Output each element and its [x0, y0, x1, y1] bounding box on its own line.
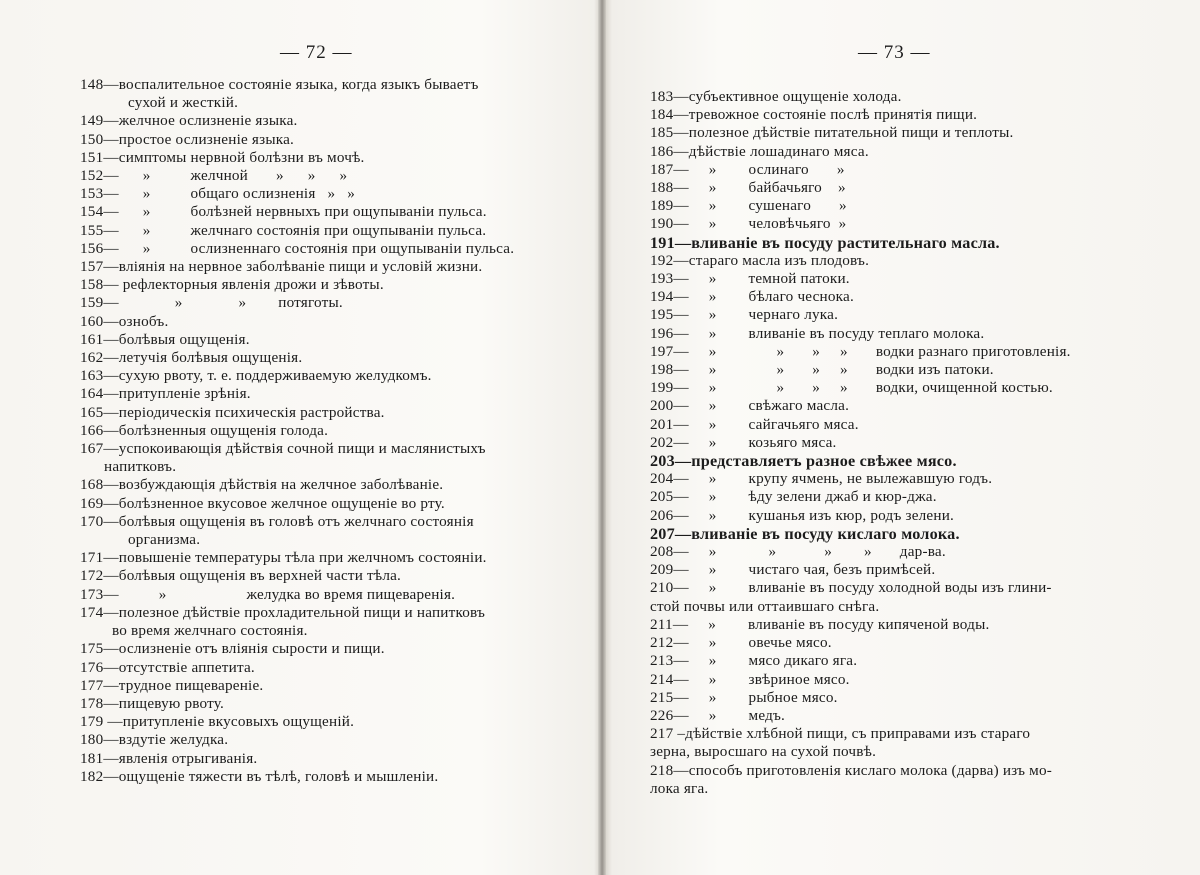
entry-line: 213— » мясо дикаго яга.	[650, 652, 858, 670]
entry-line: 160—ознобъ.	[80, 312, 169, 330]
entry-list-left	[80, 76, 580, 786]
entry-line: 153— » общаго ослизненія » »	[80, 185, 356, 203]
entry-line: 149—желчное ослизненіе языка.	[80, 112, 298, 130]
entry-list-right	[650, 88, 1130, 798]
entry-line: 204— » крупу ячмень, не вылежавшую годъ.	[650, 470, 993, 488]
entry-line: 155— » желчнаго состоянія при ощупываніи пульса.	[80, 221, 487, 239]
entry-line: 198— » » » » водки изъ патоки.	[650, 361, 994, 379]
entry-line: 196— » вливаніе въ посуду теплаго молока.	[650, 324, 985, 342]
entry-line: 192—стараго масла изъ плодовъ.	[650, 251, 870, 269]
entry-line: 159— » » потяготы.	[80, 294, 343, 312]
entry-line: 215— » рыбное мясо.	[650, 688, 838, 706]
entry-line: 162—летучія болѣвыя ощущенія.	[80, 349, 303, 367]
entry-line: 194— » бѣлаго чеснока.	[650, 288, 854, 306]
entry-line: 190— » человѣчьяго »	[650, 215, 847, 233]
entry-line: 197— » » » » водки разнаго приготовленія.	[650, 342, 1071, 360]
entry-line: 214— » звѣриное мясо.	[650, 670, 850, 688]
entry-continuation: зерна, выросшаго на сухой почвѣ.	[650, 743, 877, 761]
entry-line: 180—вздутіе желудка.	[80, 731, 229, 749]
entry-line: 207—вливаніе въ посуду кислаго молока.	[650, 524, 960, 543]
entry-line: 164—притупленіе зрѣнія.	[80, 385, 251, 403]
entry-line: 193— » темной патоки.	[650, 270, 850, 288]
entry-line: 178—пищевую рвоту.	[80, 694, 225, 712]
entry-line: 189— » сушенаго »	[650, 197, 847, 215]
entry-continuation: напитковъ.	[104, 458, 177, 476]
entry-line: 184—тревожное состояніе послѣ принятія пищи.	[650, 106, 978, 124]
right-page	[650, 0, 1130, 875]
left-page	[80, 0, 580, 875]
entry-line: 156— » ослизненнаго состоянія при ощупываніи пульса.	[80, 239, 515, 257]
entry-line: 174—полезное дѣйствіе прохладительной пищи и напитковъ	[80, 603, 486, 621]
entry-line: 201— » сайгачьяго мяса.	[650, 415, 859, 433]
entry-line: 211— » вливаніе въ посуду кипяченой воды.	[650, 615, 990, 633]
entry-line: 203—представляетъ разное свѣжее мясо.	[650, 452, 957, 471]
entry-line: 170—болѣвыя ощущенія въ головѣ отъ желчнаго состоянія	[80, 512, 474, 530]
entry-line: 163—сухую рвоту, т. е. поддерживаемую желудкомъ.	[80, 367, 432, 385]
entry-continuation: лока яга.	[650, 779, 709, 797]
entry-line: 205— » ѣду зелени джаб и кюр-джа.	[650, 488, 937, 506]
entry-line: 169—болѣзненное вкусовое желчное ощущеніе во рту.	[80, 494, 445, 512]
entry-line: 212— » овечье мясо.	[650, 634, 832, 652]
entry-line: 168—возбуждающія дѣйствія на желчное заболѣваніе.	[80, 476, 444, 494]
entry-line: 200— » свѣжаго масла.	[650, 397, 850, 415]
entry-line: 172—болѣвыя ощущенія въ верхней части тѣла.	[80, 567, 402, 585]
entry-line: 151—симптомы нервной болѣзни въ мочѣ.	[80, 148, 365, 166]
entry-line: 217 –дѣйствіе хлѣбной пищи, съ приправами изъ стараго	[650, 725, 1031, 743]
entry-line: 218—способъ приготовленія кислаго молока (дарва) изъ мо-	[650, 761, 1053, 779]
entry-line: 175—ослизненіе отъ вліянія сырости и пищи.	[80, 640, 385, 658]
entry-line: 157—вліянія на нервное заболѣваніе пищи и условій жизни.	[80, 258, 483, 276]
page-number-right: — 73 —	[858, 42, 931, 63]
entry-line: 206— » кушанья изъ кюр, родъ зелени.	[650, 506, 955, 524]
entry-line: 179 —притупленіе вкусовыхъ ощущеній.	[80, 713, 355, 731]
entry-line: 148—воспалительное состояніе языка, когда языкъ бываетъ	[80, 76, 479, 93]
entry-line: 166—болѣзненныя ощущенія голода.	[80, 421, 329, 439]
entry-line: 177—трудное пищевареніе.	[80, 676, 264, 694]
entry-continuation: во время желчнаго состоянія.	[112, 622, 308, 640]
entry-line: 181—явленія отрыгиванія.	[80, 749, 258, 767]
entry-line: 187— » ослинаго »	[650, 160, 845, 178]
entry-line: 195— » чернаго лука.	[650, 306, 839, 324]
entry-line: 171—повышеніе температуры тѣла при желчномъ состояніи.	[80, 549, 487, 567]
entry-line: 210— » вливаніе въ посуду холодной воды изъ глини-	[650, 579, 1052, 597]
book-gutter	[598, 0, 606, 875]
entry-line: 154— » болѣзней нервныхъ при ощупываніи пульса.	[80, 203, 487, 221]
entry-line: 165—періодическія психическія растройства.	[80, 403, 385, 421]
entry-line: 152— » желчной » » »	[80, 167, 348, 185]
page-number-left: — 72 —	[280, 42, 353, 63]
entry-line: 202— » козьяго мяса.	[650, 433, 837, 451]
entry-line: 183—субъективное ощущеніе холода.	[650, 88, 902, 105]
entry-line: 188— » байбачьяго »	[650, 179, 846, 197]
entry-line: 150—простое ослизненіе языка.	[80, 130, 295, 148]
entry-line: 191—вливаніе въ посуду растительнаго масла.	[650, 233, 1000, 252]
entry-line: 173— » желудка во время пищеваренія.	[80, 585, 456, 603]
entry-continuation: сухой и жесткій.	[128, 94, 239, 112]
entry-line: 226— » медъ.	[650, 706, 786, 724]
entry-line: 167—успокоивающія дѣйствія сочной пищи и маслянистыхъ	[80, 440, 486, 458]
entry-line: 199— » » » » водки, очищенной костью.	[650, 379, 1053, 397]
entry-line: 161—болѣвыя ощущенія.	[80, 330, 250, 348]
entry-line: 176—отсутствіе аппетита.	[80, 658, 255, 676]
entry-line: 208— » » » » дар-ва.	[650, 543, 946, 561]
entry-line: 182—ощущеніе тяжести въ тѣлѣ, головѣ и мышленіи.	[80, 767, 439, 785]
entry-continuation: стой почвы или оттаившаго снѣга.	[650, 597, 880, 615]
entry-line: 185—полезное дѣйствіе питательной пищи и теплоты.	[650, 124, 1014, 142]
entry-line: 209— » чистаго чая, безъ примѣсей.	[650, 561, 936, 579]
entry-line: 158— рефлекторныя явленія дрожи и зѣвоты.	[80, 276, 384, 294]
entry-continuation: организма.	[128, 531, 201, 549]
entry-line: 186—дѣйствіе лошадинаго мяса.	[650, 142, 869, 160]
